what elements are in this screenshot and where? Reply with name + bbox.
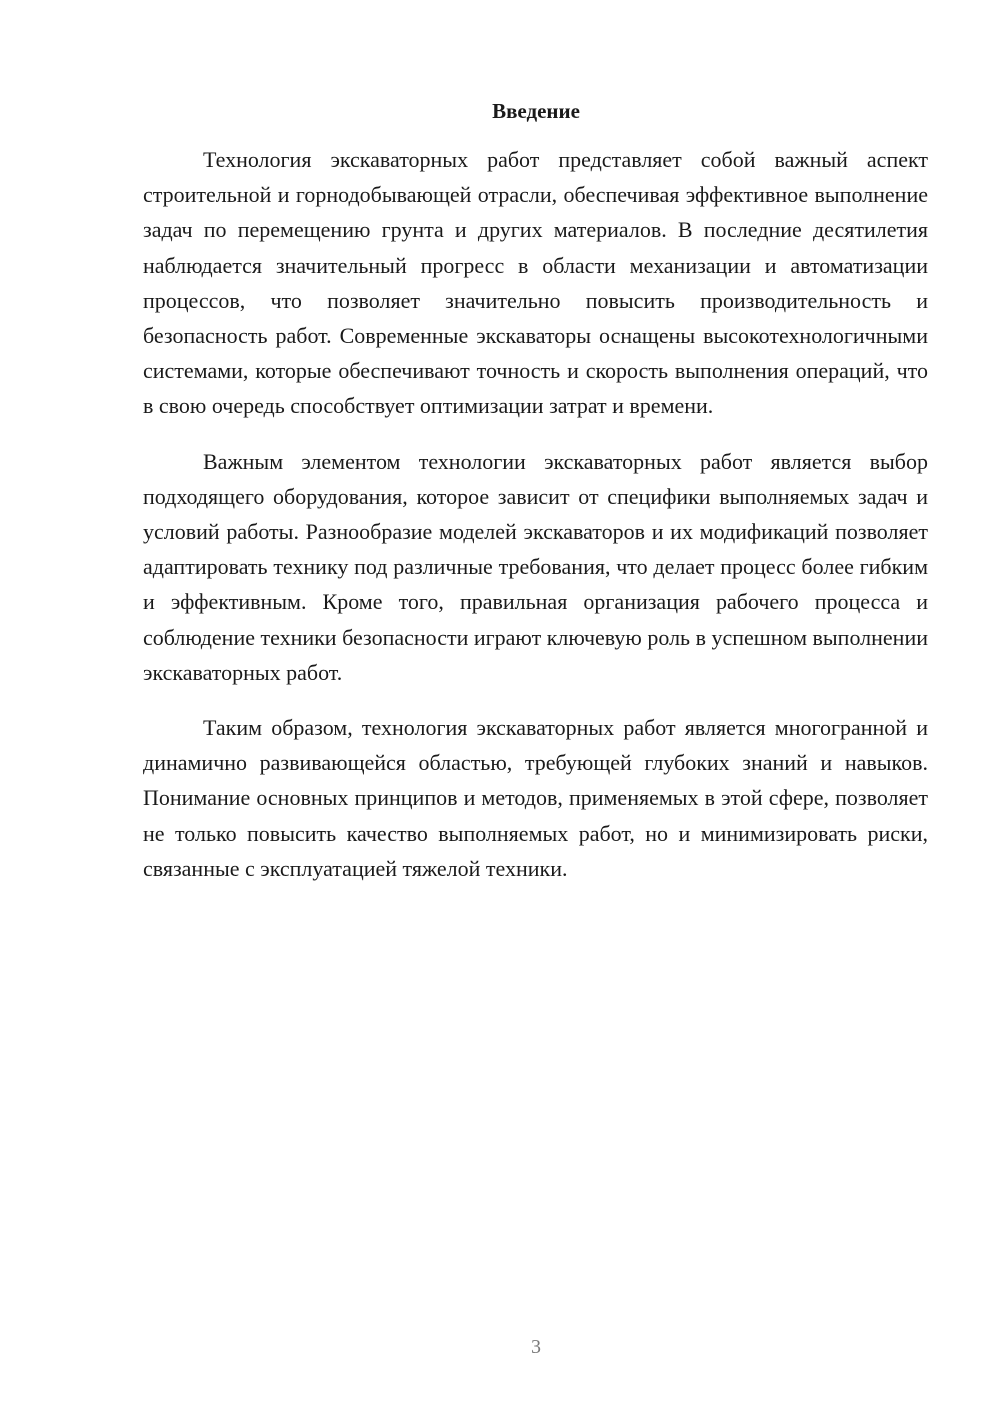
paragraph-2: Важным элементом технологии экскаваторных работ является выбор подходящего оборудования, которое зависит от специфики выполняемых задач и условий работы. Разнообразие моделей экскаваторов и их модификаций позволяет адаптировать технику под различные требования, что делает процесс более гибким и эффективным. Кроме того, правильная организация рабочего процесса и соблюдение техники безопасности играют ключевую роль в успешном выполнении экскаваторных работ. [143,448,928,685]
section-heading: Введение [492,99,580,123]
paragraph-3: Таким образом, технология экскаваторных работ является многогранной и динамично развивающейся областью, требующей глубоких знаний и навыков. Понимание основных принципов и методов, применяемых в этой сфере, позволяет не только повысить качество выполняемых работ, но и минимизировать риски, связанные с эксплуатацией тяжелой техники. [143,715,928,881]
body-text [143,142,928,906]
paragraph-1: Технология экскаваторных работ представляет собой важный аспект строительной и горнодобывающей отрасли, обеспечивая эффективное выполнение задач по перемещению грунта и других материалов. В последние десятилетия наблюдается значительный прогресс в области механизации и автоматизации процессов, что позволяет значительно повысить производительность и безопасность работ. Современные экскаваторы оснащены высокотехнологичными системами, которые обеспечивают точность и скорость выполнения операций, что в свою очередь способствует оптимизации затрат и времени. [143,147,928,419]
page-number: 3 [531,1336,541,1358]
